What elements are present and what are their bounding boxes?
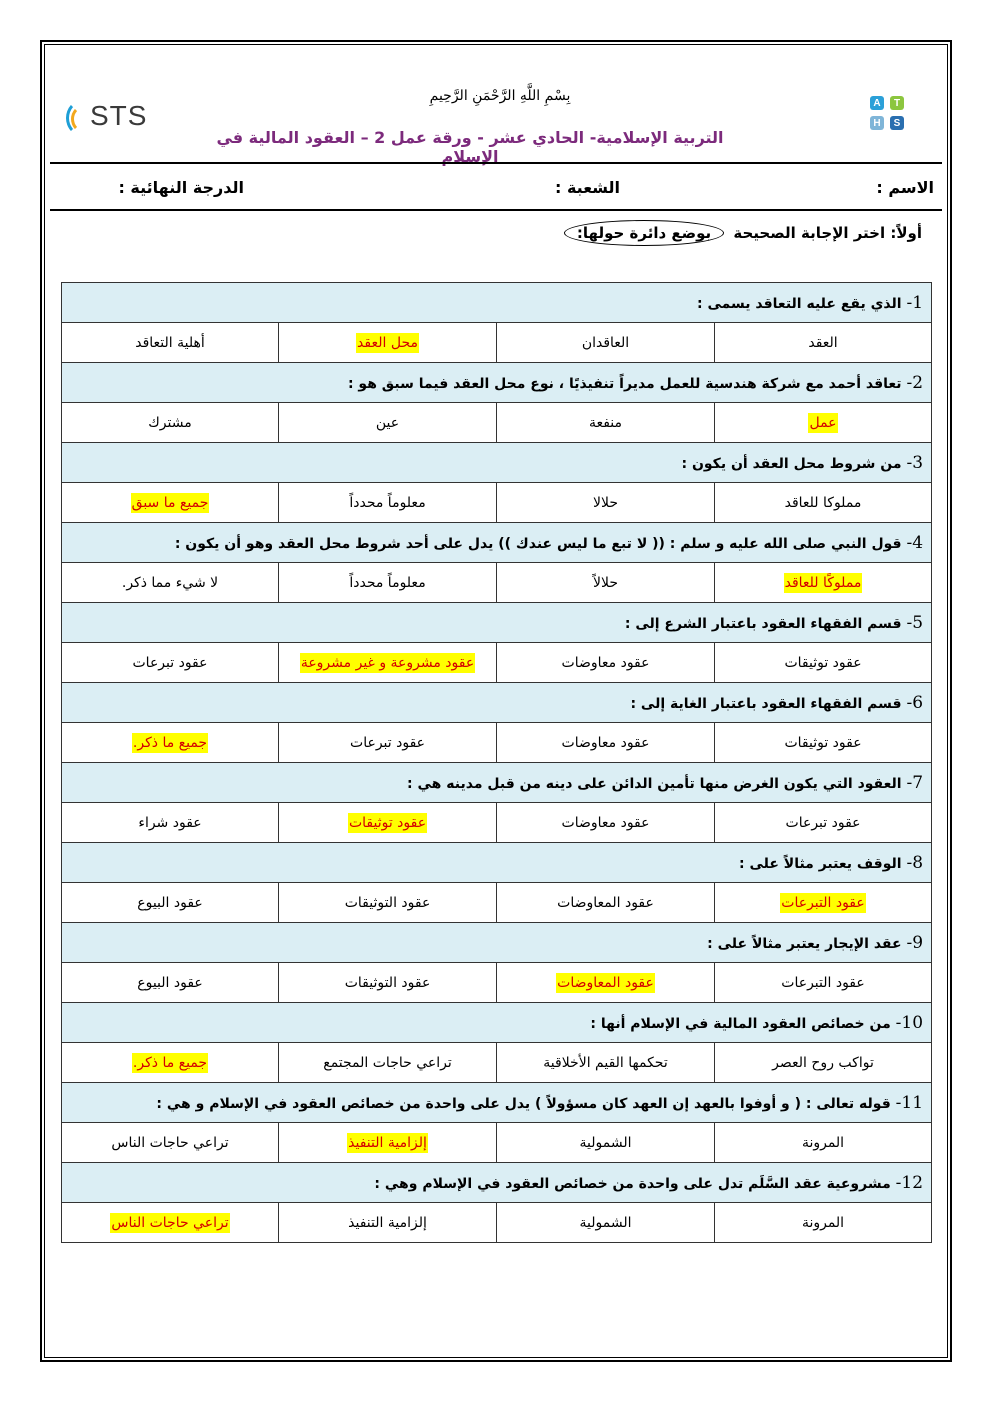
answer-option[interactable] [715, 483, 932, 523]
question-text-cell [62, 843, 932, 883]
correct-answer-highlight: عقود مشروعة و غير مشروعة [300, 654, 475, 671]
correct-answer-highlight: إلزامية التنفيذ [348, 1134, 427, 1151]
answer-option[interactable] [715, 1043, 932, 1083]
aths-logo [866, 96, 914, 134]
question-row [62, 523, 932, 563]
answer-option-text: عقود شراء [138, 814, 202, 831]
correct-answer-highlight: جميع ما سبق [131, 494, 209, 511]
answer-option[interactable] [497, 483, 715, 523]
header-divider-top [50, 162, 942, 164]
answer-option[interactable] [715, 963, 932, 1003]
answer-option-text: عقود تبرعات [785, 814, 861, 831]
question-row [62, 923, 932, 963]
options-row [62, 963, 932, 1003]
question-text-cell [62, 763, 932, 803]
question-number: 4- [906, 532, 924, 553]
answer-option-text: مشترك [148, 414, 192, 431]
answer-option-text: عقود تبرعات [132, 654, 208, 671]
answer-option[interactable] [62, 483, 279, 523]
options-row [62, 883, 932, 923]
answer-option-text: الشمولية [579, 1214, 632, 1231]
question-text-cell [62, 363, 932, 403]
answer-option[interactable] [62, 403, 279, 443]
answer-option-text: عقود توثيقات [784, 734, 862, 751]
question-row [62, 1003, 932, 1043]
answer-option[interactable] [497, 1203, 715, 1243]
answer-option[interactable] [62, 723, 279, 763]
answer-option[interactable] [715, 803, 932, 843]
correct-answer-highlight: عقود توثيقات [348, 814, 427, 831]
answer-option-text: عقود المعاوضات [557, 894, 654, 911]
question-text-cell [62, 683, 932, 723]
answer-option[interactable] [62, 963, 279, 1003]
answer-option[interactable] [715, 403, 932, 443]
question-number: 12- [895, 1172, 924, 1193]
question-text-cell [62, 443, 932, 483]
answer-option-text: حلالاً [593, 574, 619, 591]
answer-option-text: العاقدان [581, 334, 630, 351]
question-row [62, 1083, 932, 1123]
instruction-prefix: أولاً: اختر الإجابة الصحيحة [733, 224, 922, 242]
aths-logo-letter-h: H [870, 116, 884, 130]
answer-option[interactable] [279, 1043, 497, 1083]
answer-option[interactable] [497, 643, 715, 683]
answer-option-text: أهلية التعاقد [135, 334, 205, 351]
answer-option-text: المرونة [801, 1134, 845, 1151]
question-text-cell [62, 1083, 932, 1123]
worksheet-title: التربية الإسلامية- الحادي عشر - ورقة عمل 2 – العقود المالية في الإسلام [216, 128, 724, 166]
answer-option[interactable] [62, 1043, 279, 1083]
aths-logo-letter-t: T [890, 96, 904, 110]
section-field-label: الشعبة : [554, 178, 620, 197]
answer-option[interactable] [279, 483, 497, 523]
options-row [62, 723, 932, 763]
answer-option[interactable] [279, 563, 497, 603]
options-row [62, 1043, 932, 1083]
answer-option[interactable] [715, 1123, 932, 1163]
options-row [62, 1123, 932, 1163]
answer-option-text: إلزامية التنفيذ [348, 1214, 427, 1231]
answer-option[interactable] [715, 563, 932, 603]
question-text: عقد الإيجار يعتبر مثالاً على : [707, 935, 902, 952]
final-grade-field-label: الدرجة النهائية : [118, 178, 244, 197]
question-row [62, 603, 932, 643]
basmala: بِسْمِ اللَّهِ الرَّحْمَنِ الرَّحِيمِ [429, 88, 571, 104]
question-text: تعاقد أحمد مع شركة هندسية للعمل مديراً تنفيذيًا ، نوع محل العقد فيما سبق هو : [347, 375, 902, 392]
answer-option-text: عقود معاوضات [561, 654, 650, 671]
question-text-cell [62, 1163, 932, 1203]
question-text: العقود التي يكون الغرض منها تأمين الدائن على دينه من قبل مدينه هي : [407, 775, 902, 792]
header-divider-bottom [50, 209, 942, 211]
correct-answer-highlight: عقود المعاوضات [557, 974, 654, 991]
question-text: قوله تعالى : ( و أوفوا بالعهد إن العهد كان مسؤولاً ) يدل على واحدة من خصائص العقود في الإسلام و هي : [156, 1095, 891, 1112]
correct-answer-highlight: عقود التبرعات [781, 894, 865, 911]
question-number: 10- [895, 1012, 924, 1033]
sts-logo [66, 98, 147, 134]
answer-option[interactable] [497, 963, 715, 1003]
answer-option-text: عقود تبرعات [350, 734, 426, 751]
answer-option[interactable] [497, 1043, 715, 1083]
question-text-cell [62, 523, 932, 563]
question-row [62, 443, 932, 483]
question-row [62, 363, 932, 403]
sts-logo-arcs-icon [66, 98, 92, 134]
answer-option[interactable] [497, 403, 715, 443]
answer-option[interactable] [279, 643, 497, 683]
answer-option[interactable] [715, 323, 932, 363]
answer-option-text: عقود معاوضات [561, 734, 650, 751]
answer-option[interactable] [497, 723, 715, 763]
correct-answer-highlight: عمل [809, 414, 837, 431]
question-number: 3- [906, 452, 924, 473]
question-row [62, 683, 932, 723]
correct-answer-highlight: تراعي حاجات الناس [111, 1214, 229, 1231]
answer-option-text: الشمولية [579, 1134, 632, 1151]
question-text: قسم الفقهاء العقود باعتبار الغاية إلى : [630, 695, 902, 712]
question-text-cell [62, 923, 932, 963]
answer-option[interactable] [62, 1123, 279, 1163]
correct-answer-highlight: جميع ما ذكر. [132, 734, 208, 751]
options-row [62, 563, 932, 603]
question-number: 1- [906, 292, 924, 313]
instruction-circled-text: بوضع دائرة حولها: [564, 220, 724, 246]
name-field-label: الاسم : [876, 178, 934, 197]
question-number: 11- [895, 1092, 924, 1113]
question-text-cell [62, 283, 932, 323]
question-number: 8- [906, 852, 924, 873]
answer-option[interactable] [497, 563, 715, 603]
options-row [62, 403, 932, 443]
section-instruction [564, 220, 922, 246]
question-row [62, 843, 932, 883]
answer-option-text: مملوكا للعاقد [784, 494, 862, 511]
aths-logo-letter-a: A [870, 96, 884, 110]
answer-option-text: معلوماً محدداً [349, 494, 426, 511]
answer-option-text: العقد [808, 334, 838, 351]
answer-option-text: لا شيء مما ذكر. [121, 574, 219, 591]
answer-option[interactable] [62, 803, 279, 843]
answer-option-text: عين [375, 414, 400, 431]
options-row [62, 803, 932, 843]
answer-option-text: تواكب روح العصر [772, 1054, 874, 1071]
question-number: 2- [906, 372, 924, 393]
answer-option[interactable] [279, 883, 497, 923]
correct-answer-highlight: مملوكًا للعاقد [784, 574, 862, 591]
answer-option[interactable] [279, 1203, 497, 1243]
answer-option[interactable] [497, 1123, 715, 1163]
answer-option-text: معلوماً محدداً [349, 574, 426, 591]
question-row [62, 283, 932, 323]
question-text-cell [62, 1003, 932, 1043]
answer-option[interactable] [279, 1123, 497, 1163]
options-row [62, 483, 932, 523]
answer-option[interactable] [62, 883, 279, 923]
question-text: قول النبي صلى الله عليه و سلم : (( لا تبع ما ليس عندك )) يدل على أحد شروط محل العقد وهو أن يكون : [174, 535, 902, 552]
answer-option[interactable] [715, 643, 932, 683]
options-row [62, 1203, 932, 1243]
answer-option-text: عقود البيوع [137, 894, 203, 911]
options-row [62, 643, 932, 683]
question-text: الذي يقع عليه التعاقد يسمى : [697, 295, 902, 312]
answer-option[interactable] [497, 883, 715, 923]
answer-option-text: تراعي حاجات المجتمع [323, 1054, 452, 1071]
answer-option-text: عقود التوثيقات [344, 894, 431, 911]
aths-logo-letter-s: S [890, 116, 904, 130]
question-text: من خصائص العقود المالية في الإسلام أنها : [590, 1015, 891, 1032]
answer-option[interactable] [279, 403, 497, 443]
correct-answer-highlight: محل العقد [357, 334, 418, 351]
question-row [62, 1163, 932, 1203]
question-text: الوقف يعتبر مثالاً على : [738, 855, 902, 872]
answer-option[interactable] [279, 323, 497, 363]
answer-option-text: عقود التوثيقات [344, 974, 431, 991]
sts-logo-text: STS [90, 100, 148, 131]
answer-option[interactable] [497, 323, 715, 363]
answer-option-text: عقود التبرعات [781, 974, 865, 991]
correct-answer-highlight: جميع ما ذكر. [132, 1054, 208, 1071]
answer-option-text: تراعي حاجات الناس [111, 1134, 229, 1151]
question-row [62, 763, 932, 803]
answer-option-text: حلالا [593, 494, 619, 511]
answer-option[interactable] [62, 563, 279, 603]
question-text: من شروط محل العقد أن يكون : [681, 455, 902, 472]
answer-option[interactable] [497, 803, 715, 843]
questions-table [61, 282, 932, 1243]
answer-option-text: عقود معاوضات [561, 814, 650, 831]
answer-option[interactable] [62, 323, 279, 363]
answer-option[interactable] [715, 1203, 932, 1243]
question-text: مشروعية عقد السَّلَم تدل على واحدة من خصائص العقود في الإسلام وهي : [374, 1175, 891, 1192]
answer-option[interactable] [715, 883, 932, 923]
answer-option[interactable] [279, 963, 497, 1003]
question-text: قسم الفقهاء العقود باعتبار الشرع إلى : [624, 615, 902, 632]
question-number: 7- [906, 772, 924, 793]
answer-option-text: المرونة [801, 1214, 845, 1231]
question-number: 9- [906, 932, 924, 953]
answer-option[interactable] [715, 723, 932, 763]
answer-option[interactable] [62, 643, 279, 683]
answer-option-text: عقود البيوع [137, 974, 203, 991]
answer-option[interactable] [279, 803, 497, 843]
answer-option[interactable] [279, 723, 497, 763]
answer-option-text: عقود توثيقات [784, 654, 862, 671]
answer-option-text: تحكمها القيم الأخلاقية [543, 1054, 668, 1071]
answer-option[interactable] [62, 1203, 279, 1243]
question-text-cell [62, 603, 932, 643]
options-row [62, 323, 932, 363]
answer-option-text: منفعة [588, 414, 623, 431]
question-number: 5- [906, 612, 924, 633]
question-number: 6- [906, 692, 924, 713]
